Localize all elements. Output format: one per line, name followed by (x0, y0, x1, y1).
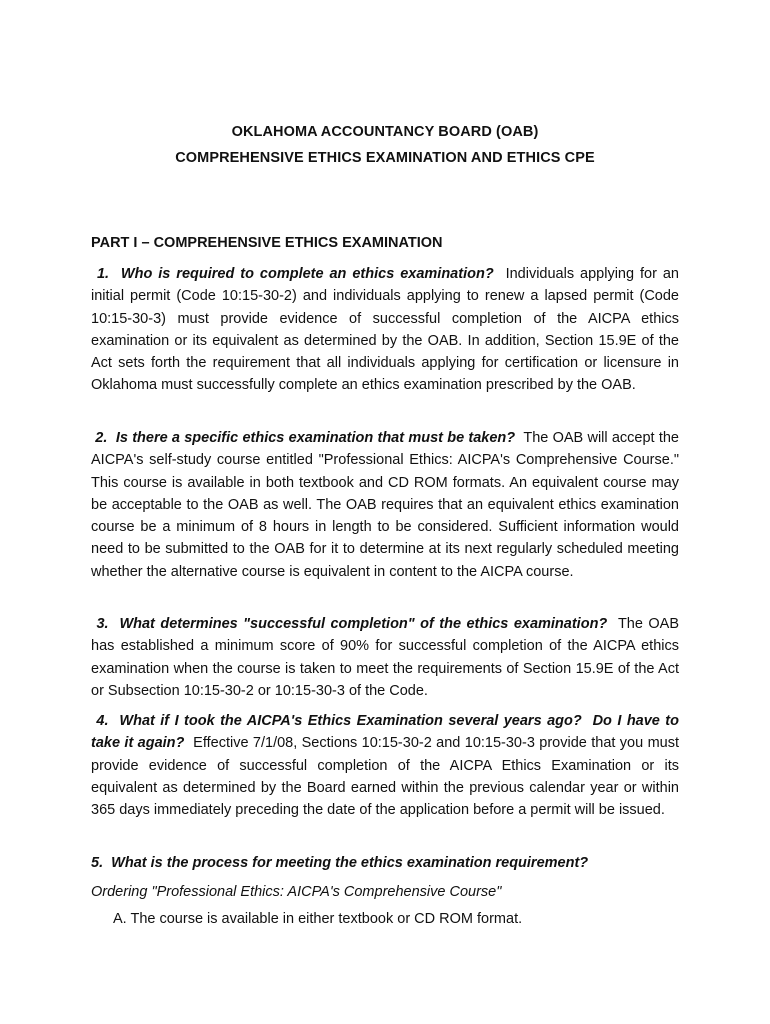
answer-2: The OAB will accept the AICPA's self-study course entitled "Professional Ethics: AICPA's Comprehensive Course." This course is available in both textbook and CD ROM formats. An equivalent course may be acceptable to the OAB as well. The OAB requires that an equivalent ethics examination course be a minimum of 8 hours in length to be considered. Sufficient information would need to be submitted to the OAB for it to determine at its next regularly scheduled meeting whether the alternative course is equivalent in content to the AICPA course. (91, 430, 679, 580)
question-3: 3. What determines "successful completion" of the ethics examination? (91, 616, 608, 632)
question-2-paragraph (91, 427, 679, 583)
answer-4: Effective 7/1/08, Sections 10:15-30-2 and 10:15-30-3 provide that you must provide evidence of successful completion of the AICPA Ethics Examination or its equivalent as determined by the Board earned within the previous calendar year or within 365 days immediately preceding the date of the application before a permit will be issued. (91, 735, 679, 819)
question-1-paragraph (91, 263, 679, 397)
question-5-paragraph (91, 852, 679, 874)
answer-3: The OAB has established a minimum score of 90% for successful completion of the AICPA ethics examination when the course is taken to meet the requirements of Section 15.9E of the Act or Subsection 10:15-30-2 or 10:15-30-3 of the Code. (91, 616, 680, 699)
question-4: 4. What if I took the AICPA's Ethics Examination several years ago? Do I have to take it again? (91, 713, 679, 752)
part-heading: PART I – COMPREHENSIVE ETHICS EXAMINATION (91, 235, 443, 251)
document-subtitle: COMPREHENSIVE ETHICS EXAMINATION AND ETHICS CPE (175, 150, 595, 166)
question-2: 2. Is there a specific ethics examination that must be taken? (91, 430, 516, 446)
document-title: OKLAHOMA ACCOUNTANCY BOARD (OAB) (231, 124, 539, 140)
question-5: 5. What is the process for meeting the ethics examination requirement? (91, 855, 589, 871)
question-1: 1. Who is required to complete an ethics examination? (91, 266, 494, 282)
question-4-paragraph (91, 710, 679, 821)
ordering-heading: Ordering "Professional Ethics: AICPA's Comprehensive Course" (91, 884, 502, 900)
ordering-item-a: A. The course is available in either textbook or CD ROM format. (113, 911, 523, 927)
answer-1: Individuals applying for an initial permit (Code 10:15-30-2) and individuals applying to renew a lapsed permit (Code 10:15-30-3) must provide evidence of successful completion of the AICPA ethics examination or its equivalent as determined by the OAB. In addition, Section 15.9E of the Act sets forth the requirement that all individuals applying for certification or licensure in Oklahoma must successfully complete an ethics examination prescribed by the OAB. (91, 266, 679, 394)
question-3-paragraph (91, 613, 679, 702)
